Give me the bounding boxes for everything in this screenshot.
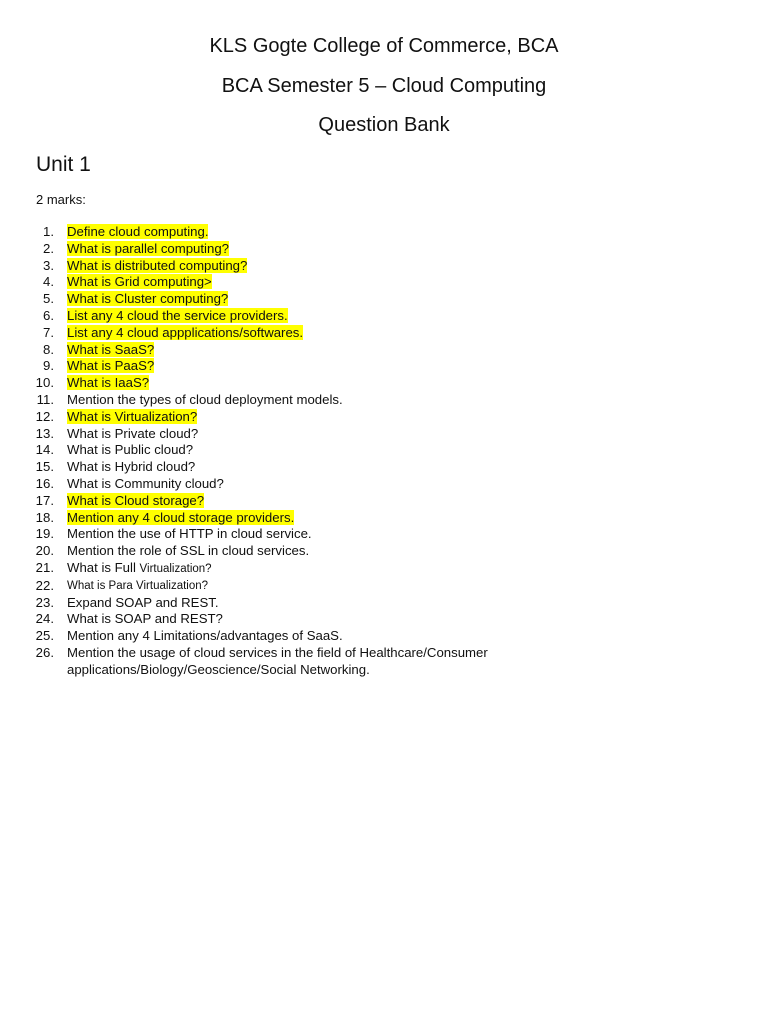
question-item-15 (0, 459, 768, 476)
question-text-continued: applications/Biology/Geoscience/Social Networking. (67, 661, 370, 677)
question-text: Mention the usage of cloud services in the field of Healthcare/Consumer (67, 644, 488, 660)
question-text: What is Hybrid cloud? (67, 459, 196, 475)
question-number: 24. (35, 611, 54, 627)
question-item-17 (0, 493, 768, 510)
question-number: 4. (43, 274, 54, 290)
question-number: 7. (43, 324, 54, 340)
question-text: List any 4 cloud appplications/softwares. (67, 324, 304, 340)
course-title: BCA Semester 5 – Cloud Computing (221, 75, 547, 97)
question-text: Mention the types of cloud deployment models. (67, 391, 343, 407)
question-number: 11. (36, 391, 54, 407)
question-number: 16. (35, 475, 54, 491)
question-item-4 (0, 274, 768, 291)
question-number: 17. (35, 492, 54, 508)
question-item-18 (0, 510, 768, 527)
question-number: 19. (35, 526, 54, 542)
question-item-6 (0, 308, 768, 325)
question-item-8 (0, 342, 768, 359)
question-item-7 (0, 325, 768, 342)
question-text: What is IaaS? (67, 375, 150, 391)
question-text: Mention the use of HTTP in cloud service. (67, 526, 312, 542)
question-item-22 (0, 578, 768, 595)
question-number: 12. (35, 408, 54, 424)
question-text: Mention any 4 cloud storage providers. (67, 509, 295, 525)
question-text: What is Cloud storage? (67, 492, 205, 508)
question-number: 21. (35, 559, 54, 575)
marks-label: 2 marks: (36, 192, 86, 207)
question-number: 25. (35, 628, 54, 644)
question-text: What is Public cloud? (67, 442, 194, 458)
question-number: 20. (35, 543, 54, 559)
question-item-11 (0, 392, 768, 409)
question-text: Mention the role of SSL in cloud services. (67, 543, 310, 559)
question-text-tail: Virtualization? (139, 562, 212, 575)
question-item-26 (0, 645, 768, 679)
question-number: 6. (43, 307, 54, 323)
question-number: 10. (35, 375, 54, 391)
question-text: What is SOAP and REST? (67, 611, 223, 627)
college-title: KLS Gogte College of Commerce, BCA (209, 35, 559, 57)
question-item-5 (0, 291, 768, 308)
question-item-21 (0, 560, 768, 578)
question-number: 3. (43, 257, 54, 273)
question-text: What is PaaS? (67, 358, 155, 374)
question-number: 1. (43, 224, 54, 239)
question-text: Define cloud computing. (67, 224, 209, 239)
question-text: What is Private cloud? (67, 425, 199, 441)
question-item-9 (0, 358, 768, 375)
question-item-25 (0, 628, 768, 645)
question-number: 5. (43, 291, 54, 307)
question-text: What is Community cloud? (67, 475, 224, 491)
question-text: What is Para Virtualization? (67, 579, 209, 592)
question-number: 23. (35, 594, 54, 610)
question-number: 26. (35, 644, 54, 660)
question-number: 18. (35, 509, 54, 525)
question-item-14 (0, 442, 768, 459)
question-number: 9. (43, 358, 54, 374)
question-number: 22. (35, 577, 54, 593)
question-text: What is Cluster computing? (67, 291, 229, 307)
question-item-24 (0, 611, 768, 628)
question-number: 15. (35, 459, 54, 475)
question-text: List any 4 cloud the service providers. (67, 307, 288, 323)
question-item-19 (0, 526, 768, 543)
question-text: What is Grid computing> (67, 274, 212, 290)
question-item-23 (0, 595, 768, 612)
question-item-3 (0, 258, 768, 275)
question-item-2 (0, 241, 768, 258)
question-text: What is distributed computing? (67, 257, 248, 273)
question-text: Expand SOAP and REST. (67, 594, 219, 610)
question-text: What is parallel computing? (67, 240, 229, 256)
question-item-13 (0, 426, 768, 443)
question-number: 14. (35, 442, 54, 458)
question-number: 13. (35, 425, 54, 441)
question-number: 8. (43, 341, 54, 357)
document-title: Question Bank (318, 114, 450, 136)
question-number: 2. (43, 240, 54, 256)
question-item-1 (0, 224, 768, 241)
question-text: What is SaaS? (67, 341, 155, 357)
question-text: What is Virtualization? (67, 408, 198, 424)
question-item-10 (0, 375, 768, 392)
question-list (0, 224, 768, 679)
question-item-20 (0, 543, 768, 560)
question-item-12 (0, 409, 768, 426)
question-text: What is Full (67, 559, 140, 575)
question-item-16 (0, 476, 768, 493)
unit-heading: Unit 1 (36, 153, 91, 176)
question-text: Mention any 4 Limitations/advantages of SaaS. (67, 628, 343, 644)
